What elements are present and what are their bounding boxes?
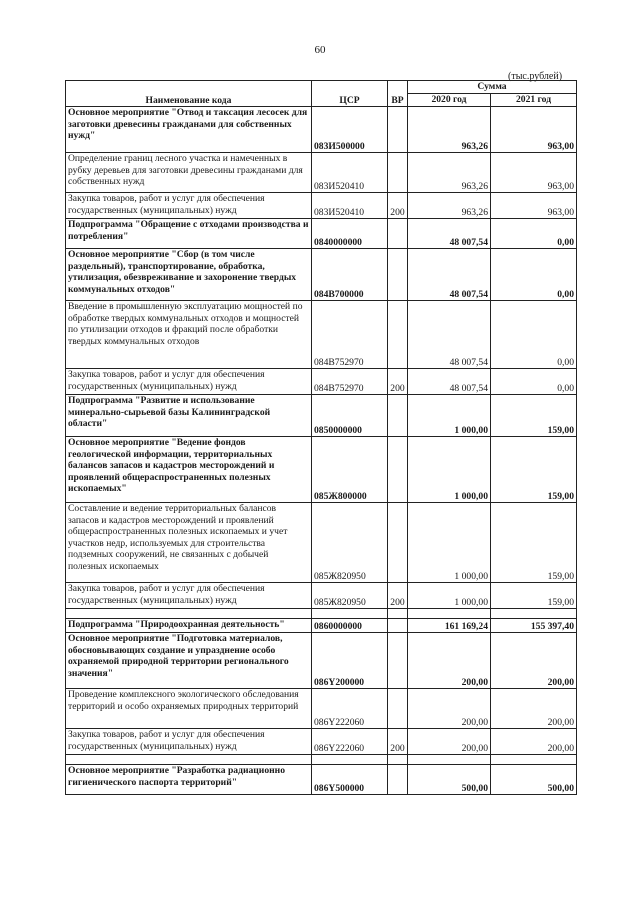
table-row — [66, 729, 577, 755]
row-2021: 0,00 — [491, 219, 577, 249]
row-2020: 963,26 — [408, 193, 491, 219]
row-csr: 086Y500000 — [312, 765, 388, 795]
row-2021: 159,00 — [491, 437, 577, 503]
row-2020: 161 169,24 — [408, 619, 491, 633]
row-csr: 083И500000 — [312, 107, 388, 153]
row-csr: 085Ж800000 — [312, 437, 388, 503]
row-2021: 963,00 — [491, 193, 577, 219]
row-vr — [388, 633, 408, 689]
row-vr: 200 — [388, 583, 408, 609]
row-csr: 085Ж820950 — [312, 583, 388, 609]
budget-table — [65, 80, 577, 795]
header-name: Наименование кода — [66, 81, 312, 107]
row-name: Закупка товаров, работ и услуг для обеспечения государственных (муниципальных) нужд — [66, 193, 312, 219]
table-row — [66, 153, 577, 193]
row-vr — [388, 619, 408, 633]
table-row — [66, 503, 577, 583]
row-vr — [388, 219, 408, 249]
row-vr — [388, 395, 408, 437]
row-2021: 0,00 — [491, 369, 577, 395]
row-2020: 200,00 — [408, 633, 491, 689]
row-2021: 0,00 — [491, 301, 577, 369]
row-vr: 200 — [388, 193, 408, 219]
row-2020: 1 000,00 — [408, 503, 491, 583]
row-csr: 086Y222060 — [312, 689, 388, 729]
row-name: Основное мероприятие "Сбор (в том числе раздельный), транспортирование, обработка, утилизация, обезвреживание и захоронение твердых коммунальных отходов" — [66, 249, 312, 301]
row-name: Подпрограмма "Развитие и использование минерально-сырьевой базы Калининградской области" — [66, 395, 312, 437]
row-name: Закупка товаров, работ и услуг для обеспечения государственных (муниципальных) нужд — [66, 369, 312, 395]
header-2020: 2020 год — [408, 94, 491, 107]
row-name: Определение границ лесного участка и намеченных в рубку деревьев для заготовки древесины гражданами для собственных нужд — [66, 153, 312, 193]
row-name: Введение в промышленную эксплуатацию мощностей по обработке твердых коммунальных отходов и мощностей по утилизации отходов и фракций после обработки твердых коммунальных отходов — [66, 301, 312, 369]
row-2020: 1 000,00 — [408, 395, 491, 437]
row-name: Составление и ведение территориальных балансов запасов и кадастров месторождений и проявлений общераспространенных полезных ископаемых и учет участков недр, используемых для строительства подземных сооружений, не связанных с добычей полезных ископаемых — [66, 503, 312, 583]
table-row — [66, 619, 577, 633]
row-2020: 48 007,54 — [408, 249, 491, 301]
row-2021: 159,00 — [491, 583, 577, 609]
row-vr: 200 — [388, 369, 408, 395]
row-csr: 083И520410 — [312, 193, 388, 219]
row-name: Основное мероприятие "Разработка радиационно гигиенического паспорта территорий" — [66, 765, 312, 795]
row-2021: 200,00 — [491, 729, 577, 755]
table-row — [66, 107, 577, 153]
table-row — [66, 633, 577, 689]
row-vr — [388, 301, 408, 369]
row-2020: 200,00 — [408, 689, 491, 729]
table-row — [66, 301, 577, 369]
row-csr: 086Y200000 — [312, 633, 388, 689]
table-row — [66, 583, 577, 609]
row-2021: 0,00 — [491, 249, 577, 301]
row-vr — [388, 437, 408, 503]
table-row — [66, 369, 577, 395]
table-row — [66, 437, 577, 503]
spacer-row — [66, 755, 577, 765]
row-csr: 084В752970 — [312, 369, 388, 395]
row-2021: 963,00 — [491, 153, 577, 193]
row-csr: 0850000000 — [312, 395, 388, 437]
table-row — [66, 249, 577, 301]
spacer-row — [66, 609, 577, 619]
header-csr: ЦСР — [312, 81, 388, 107]
row-name: Подпрограмма "Обращение с отходами производства и потребления" — [66, 219, 312, 249]
row-2020: 48 007,54 — [408, 219, 491, 249]
row-2021: 200,00 — [491, 633, 577, 689]
row-name: Основное мероприятие "Подготовка материалов, обосновывающих создание и упразднение особо охраняемой природной территории регионального значения" — [66, 633, 312, 689]
table-row — [66, 219, 577, 249]
row-name: Основное мероприятие "Отвод и таксация лесосек для заготовки древесины гражданами для собственных нужд" — [66, 107, 312, 153]
row-2020: 963,26 — [408, 153, 491, 193]
row-vr — [388, 153, 408, 193]
header-vr: ВР — [388, 81, 408, 107]
table-row — [66, 395, 577, 437]
row-csr: 083И520410 — [312, 153, 388, 193]
table-row — [66, 193, 577, 219]
row-csr: 084В700000 — [312, 249, 388, 301]
row-csr: 0860000000 — [312, 619, 388, 633]
row-2021: 159,00 — [491, 503, 577, 583]
row-vr — [388, 765, 408, 795]
row-vr — [388, 503, 408, 583]
header-sum: Сумма — [408, 81, 577, 94]
row-2020: 48 007,54 — [408, 301, 491, 369]
row-2021: 963,00 — [491, 107, 577, 153]
row-name: Основное мероприятие "Ведение фондов геологической информации, территориальных балансов запасов и кадастров месторождений и проявлений общераспространенных полезных ископаемых" — [66, 437, 312, 503]
row-vr — [388, 689, 408, 729]
row-vr — [388, 249, 408, 301]
row-csr: 0840000000 — [312, 219, 388, 249]
row-csr: 084В752970 — [312, 301, 388, 369]
page-number: 60 — [314, 44, 326, 56]
row-2020: 48 007,54 — [408, 369, 491, 395]
table-row — [66, 765, 577, 795]
row-2020: 500,00 — [408, 765, 491, 795]
row-2021: 500,00 — [491, 765, 577, 795]
row-vr — [388, 107, 408, 153]
row-name: Проведение комплексного экологического обследования территорий и особо охраняемых природных территорий — [66, 689, 312, 729]
table-row — [66, 689, 577, 729]
row-name: Закупка товаров, работ и услуг для обеспечения государственных (муниципальных) нужд — [66, 729, 312, 755]
row-csr: 086Y222060 — [312, 729, 388, 755]
row-csr: 085Ж820950 — [312, 503, 388, 583]
header-2021: 2021 год — [491, 94, 577, 107]
row-vr: 200 — [388, 729, 408, 755]
row-2020: 1 000,00 — [408, 437, 491, 503]
row-2020: 200,00 — [408, 729, 491, 755]
row-2021: 155 397,40 — [491, 619, 577, 633]
row-2021: 200,00 — [491, 689, 577, 729]
row-2020: 963,26 — [408, 107, 491, 153]
row-name: Закупка товаров, работ и услуг для обеспечения государственных (муниципальных) нужд — [66, 583, 312, 609]
row-2020: 1 000,00 — [408, 583, 491, 609]
units-label: (тыс.рублей) — [508, 71, 563, 82]
row-name: Подпрограмма "Природоохранная деятельность" — [66, 619, 312, 633]
row-2021: 159,00 — [491, 395, 577, 437]
